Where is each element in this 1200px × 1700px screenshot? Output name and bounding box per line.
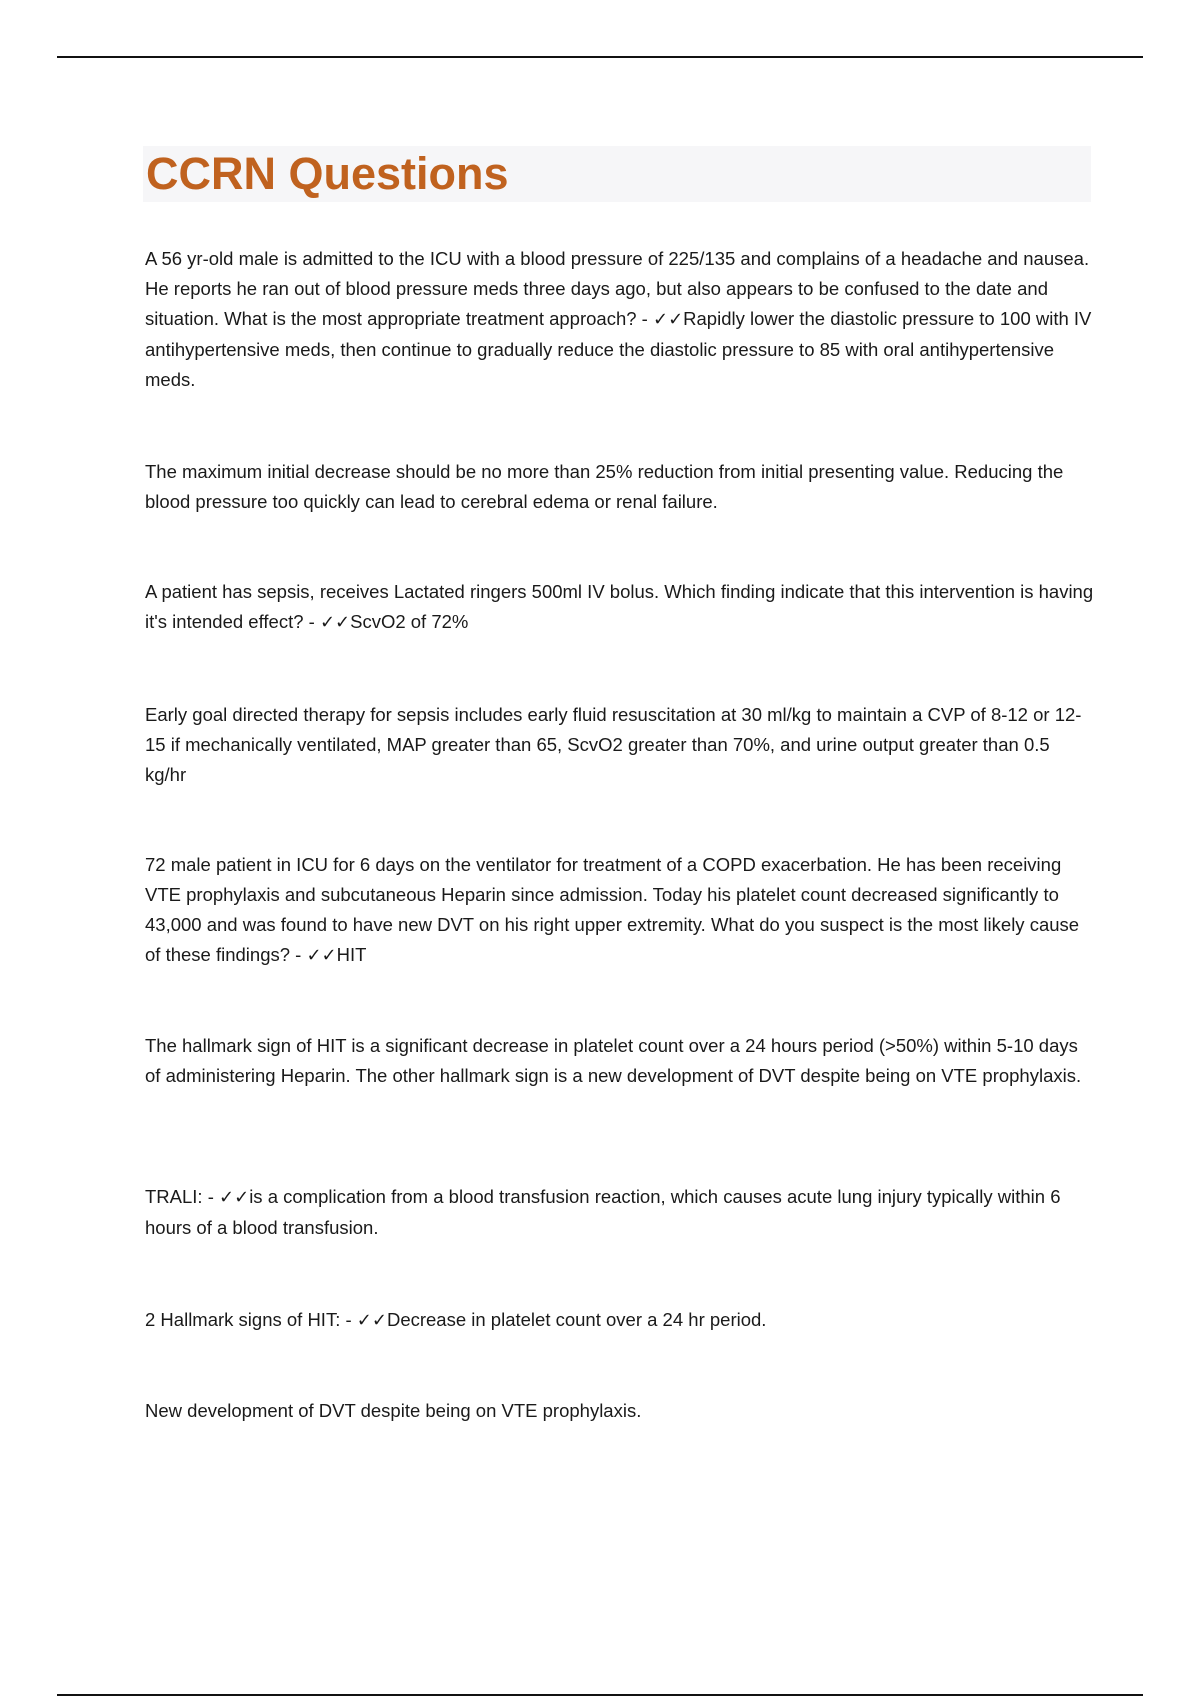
note-paragraph-1: The maximum initial decrease should be no more than 25% reduction from initial presenting value. Reducing the blood pressure too quickly can lead to cerebral edema or renal failure. xyxy=(145,461,1064,512)
question-text: A 56 yr-old male is admitted to the ICU with a blood pressure of 225/135 and complains of a headache and nausea. He reports he ran out of blood pressure meds three days ago, but also appears to be confused to the date and situation. What is the most appropriate treatment approach? - xyxy=(145,248,1090,329)
note-paragraph-2: Early goal directed therapy for sepsis includes early fluid resuscitation at 30 ml/kg to maintain a CVP of 8-12 or 12-15 if mechanically ventilated, MAP greater than 65, ScvO2 greater than 70%, and urine output greater than 0.5 kg/hr xyxy=(145,704,1082,785)
top-rule xyxy=(57,56,1143,58)
page-title: CCRN Questions xyxy=(146,148,509,199)
note-paragraph-3: The hallmark sign of HIT is a significant decrease in platelet count over a 24 hours period (>50%) within 5-10 days of administering Heparin. The other hallmark sign is a new development of DVT despite being on VTE prophylaxis. xyxy=(145,1035,1082,1086)
checkmark-icon: ✓✓ xyxy=(652,309,684,330)
answer-text: Decrease in platelet count over a 24 hr period. xyxy=(386,1309,767,1330)
checkmark-icon: ✓✓ xyxy=(306,945,337,966)
question-text: TRALI: - xyxy=(145,1186,220,1207)
bottom-rule xyxy=(57,1694,1143,1696)
qa-paragraph-5 xyxy=(145,1305,1095,1336)
question-text: 2 Hallmark signs of HIT: - xyxy=(145,1309,357,1330)
answer-text: ScvO2 of 72% xyxy=(350,611,469,632)
question-text: 72 male patient in ICU for 6 days on the ventilator for treatment of a COPD exacerbation. He has been receiving VTE prophylaxis and subcutaneous Heparin since admission. Today his platelet count decreased significantly to 43,000 and was found to have new DVT on his right upper extremity. What do you suspect is the most likely cause of these findings? - xyxy=(145,854,1080,965)
answer-text: HIT xyxy=(336,944,367,965)
checkmark-icon: ✓✓ xyxy=(319,612,351,633)
answer-text: is a complication from a blood transfusion reaction, which causes acute lung injury typically within 6 hours of a blood transfusion. xyxy=(145,1186,1061,1238)
qa-paragraph-2 xyxy=(145,577,1095,638)
qa-paragraph-1 xyxy=(145,244,1095,395)
qa-paragraph-3 xyxy=(145,850,1095,971)
checkmark-icon: ✓✓ xyxy=(219,1187,250,1208)
checkmark-icon: ✓✓ xyxy=(356,1310,387,1331)
answer-text: Rapidly lower the diastolic pressure to 100 with IV antihypertensive meds, then continue to gradually reduce the diastolic pressure to 85 with oral antihypertensive meds. xyxy=(145,308,1092,390)
note-paragraph-4: New development of DVT despite being on VTE prophylaxis. xyxy=(145,1400,642,1421)
question-text: A patient has sepsis, receives Lactated ringers 500ml IV bolus. Which finding indicate that this intervention is having it's intended effect? - xyxy=(145,581,1094,632)
qa-paragraph-4 xyxy=(145,1182,1095,1243)
